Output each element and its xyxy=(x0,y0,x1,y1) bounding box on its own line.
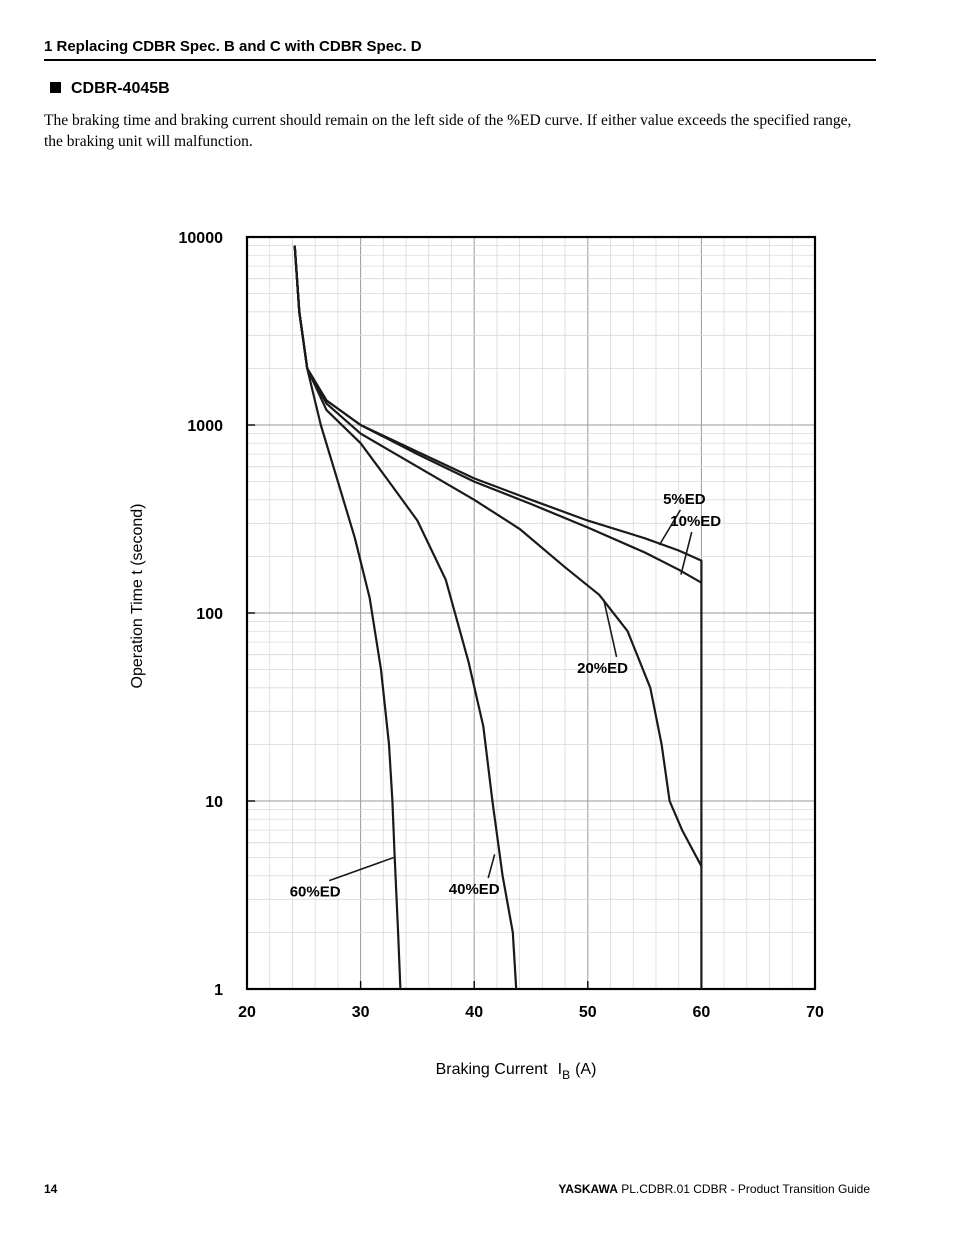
y-tick-label: 100 xyxy=(196,606,223,623)
x-axis-subscript: B xyxy=(562,1068,571,1082)
x-axis-title-text: Braking Current xyxy=(435,1061,548,1078)
chart-ticks xyxy=(179,230,825,1021)
curve-label-20-pct-ed: 20%ED xyxy=(577,659,628,677)
curve-10-pct-ed xyxy=(295,246,702,583)
leader-line-60-pct-ed xyxy=(329,858,393,881)
curve-40-pct-ed xyxy=(295,246,517,989)
x-tick-label: 50 xyxy=(578,1004,597,1021)
curve-label-5-pct-ed: 5%ED xyxy=(663,491,706,509)
y-tick-label: 1000 xyxy=(187,418,223,435)
x-tick-label: 30 xyxy=(351,1004,370,1021)
x-tick-label: 60 xyxy=(692,1004,711,1021)
chart-grid xyxy=(247,237,815,989)
subsection-title: CDBR-4045B xyxy=(71,80,170,97)
y-tick-label: 1 xyxy=(214,982,223,999)
footer-brand: YASKAWA xyxy=(558,1182,618,1196)
chart-labels xyxy=(290,491,722,901)
x-tick-label: 20 xyxy=(238,1004,256,1021)
x-axis-unit: (A) xyxy=(575,1061,597,1078)
chart-series xyxy=(295,246,702,989)
body-paragraph: The braking time and braking current should remain on the left side of the %ED curve. If either value exceeds the specified range, the braking unit will malfunction. xyxy=(44,112,852,150)
curve-60-pct-ed xyxy=(295,246,401,989)
section-header: 1 Replacing CDBR Spec. B and C with CDBR Spec. D xyxy=(44,38,876,61)
y-axis-title: Operation Time t (second) xyxy=(129,503,146,689)
x-tick-label: 40 xyxy=(465,1004,484,1021)
curve-label-10-pct-ed: 10%ED xyxy=(670,513,722,531)
footer-doc-title: PL.CDBR.01 CDBR - Product Transition Guide xyxy=(621,1182,870,1196)
y-tick-label: 10000 xyxy=(178,230,223,247)
curve-20-pct-ed xyxy=(295,246,702,867)
curve-label-60-pct-ed: 60%ED xyxy=(289,883,341,901)
y-tick-label: 10 xyxy=(205,794,223,811)
page-number: 14 xyxy=(44,1182,58,1196)
footer-doc-info xyxy=(558,1182,870,1196)
x-axis-symbol: I xyxy=(557,1061,563,1078)
curve-5-pct-ed xyxy=(295,246,702,989)
x-tick-label: 70 xyxy=(806,1004,824,1021)
curve-label-40-pct-ed: 40%ED xyxy=(448,881,500,899)
x-axis-title xyxy=(436,1061,597,1082)
